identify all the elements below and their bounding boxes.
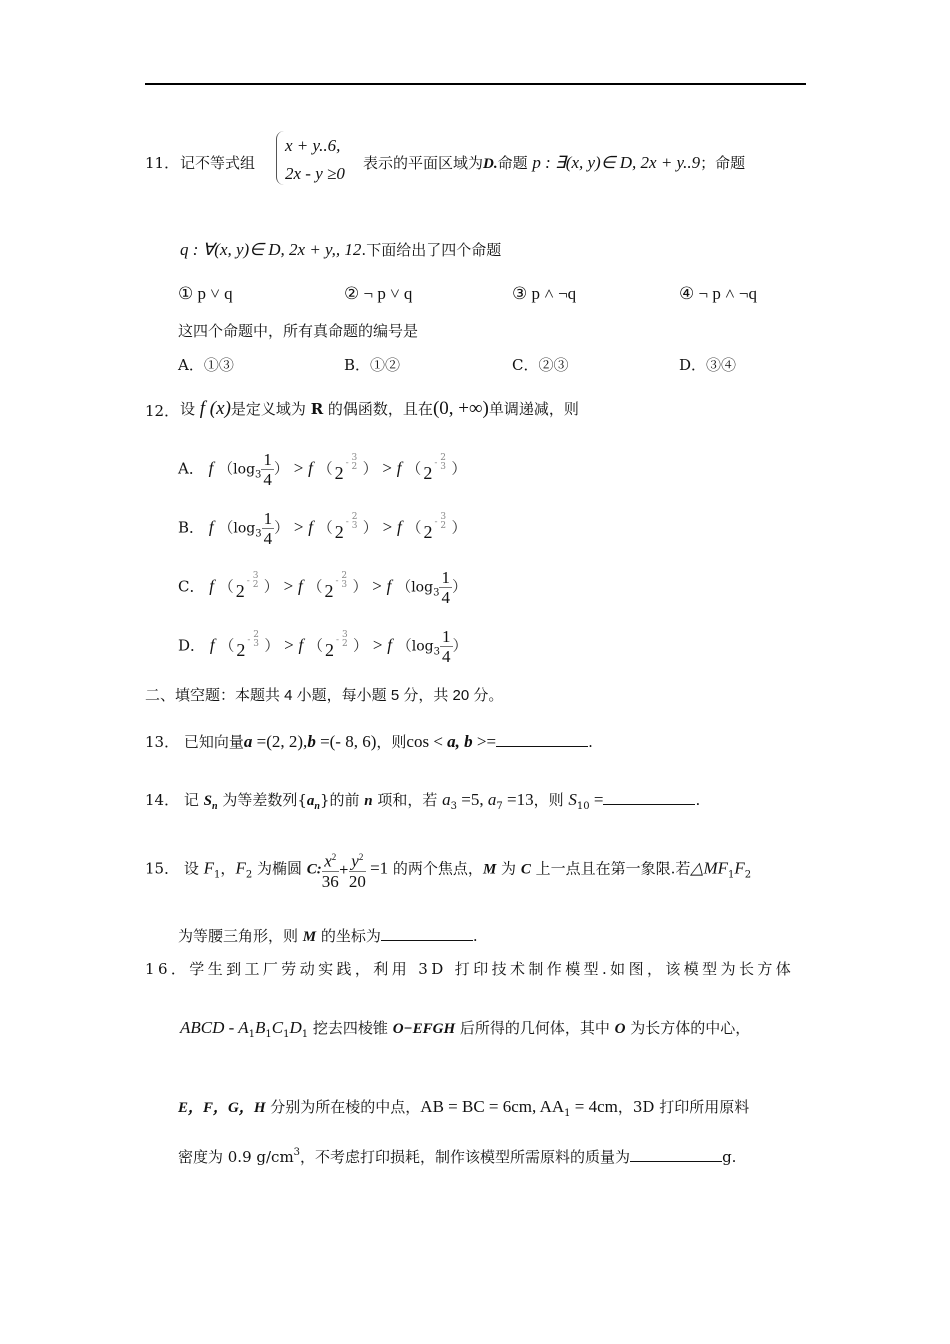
question-15: 15． 设 $F_1$，$F_2$ 为椭圆 C: $\frac{x^2}{36}$ + $\frac{y^2}{20}$ =1 的两个焦点，M 为 C 上一点且在第一象限.若$\triangle MF_1F_2$ (145, 848, 751, 891)
choice-d[interactable]: D．③④ (679, 356, 737, 374)
power-2-neg-2-3: 2 - 2 3 (334, 511, 358, 542)
proposition-q: q : ∀(x, y)∈ D, 2x + y,, 12.下面给出了四个命题 (180, 240, 502, 259)
question-14: 14． 记 $S_n$ 为等差数列$\{a_n\}$的前 n 项和，若 $a_3 =5$, $a_7 =13$，则 $S_{10}$ = . (145, 790, 701, 812)
fraction-y2-20: $\frac{y^2}{20}$ (349, 848, 366, 891)
question-text: 表示的平面区域为D.命题 p : ∃(x, y)∈ D, 2x + y..9；命题 (363, 153, 746, 172)
choice-d[interactable]: D． f （ 2 - 2 3 ） > f （ 2 - 3 2 ） > f （$\log_3$ $\frac{1}{4}$ ） (178, 627, 468, 666)
choice-a[interactable]: A．①③ (178, 356, 234, 374)
question-text: 密度为 0.9 $g/cm^3$，不考虑打印损耗，制作该模型所需原料的质量为 g. (178, 1147, 737, 1166)
choice-a[interactable]: A． f （$\log_3$ $\frac{1}{4}$ ） > f （ 2 - 3 2 ） > f （ 2 - 2 3 ） (178, 450, 467, 489)
section-heading: 二、填空题：本题共 4 小题，每小题 5 分，共 20 分。 (145, 687, 504, 704)
question-text: 16．学生到工厂劳动实践，利用 3D 打印技术制作模型.如图，该模型为长方体 (145, 960, 795, 978)
fraction-x2-36: $\frac{x^2}{36}$ (322, 848, 339, 891)
question-number: 11． (145, 154, 180, 172)
fraction-one-quarter: $\frac{1}{4}$ (263, 509, 273, 548)
fraction-one-quarter: $\frac{1}{4}$ (442, 627, 451, 666)
choice-b[interactable]: B． f （$\log_3$ $\frac{1}{4}$ ） > f （ 2 - 2 3 ） > f （ 2 - 3 2 ） (178, 509, 467, 548)
question-15-line2: 为等腰三角形，则 M 的坐标为 . (178, 927, 478, 945)
question-13: 13． 已知向量a =(2, 2),b =(- 8, 6)，则cos < a, b >= . (145, 732, 593, 751)
question-number: 12． (145, 402, 180, 420)
power-2-neg-3-2: 2 - 3 2 (325, 629, 348, 660)
brace-icon (276, 131, 285, 185)
question-prompt: 这四个命题中，所有真命题的编号是 (178, 322, 419, 340)
choice-b[interactable]: B．①② (344, 356, 401, 374)
choice-c[interactable]: C． f （ 2 - 3 2 ） > f （ 2 - 2 3 ） > f （$\log_3$ $\frac{1}{4}$ ） (178, 568, 467, 607)
power-2-neg-2-3: 2 - 2 3 (236, 629, 259, 660)
compound-prop-4: ④ ¬ p ˄ ¬q (679, 284, 758, 303)
power-2-neg-2-3: 2 - 2 3 (423, 452, 446, 483)
answer-blank[interactable] (630, 1147, 722, 1162)
power-2-neg-3-2: 2 - 3 2 (235, 570, 259, 601)
fraction-one-quarter: $\frac{1}{4}$ (263, 450, 272, 489)
fraction-one-quarter: $\frac{1}{4}$ (441, 568, 450, 607)
answer-blank[interactable] (381, 926, 473, 941)
power-2-neg-2-3: 2 - 2 3 (324, 570, 348, 601)
compound-prop-3: ③ p ˄ ¬q (512, 284, 577, 303)
question-text: 记不等式组 (180, 154, 256, 172)
question-text: ABCD - $A_1B_1C_1D_1$ 挖去四棱锥 O−EFGH 后所得的几何体，其中 O 为长方体的中心， (180, 1018, 751, 1040)
power-2-neg-3-2: 2 - 3 2 (423, 511, 447, 542)
power-2-neg-3-2: 2 - 3 2 (334, 452, 358, 483)
answer-blank[interactable] (496, 732, 588, 747)
question-text: E，F，G，H 分别为所在棱的中点，AB = BC = 6cm, $AA_1 = 4cm$，3D 打印所用原料 (178, 1097, 750, 1119)
answer-blank[interactable] (603, 790, 695, 805)
choice-c[interactable]: C．②③ (512, 356, 569, 374)
compound-prop-2: ② ¬ p ˅ q (344, 284, 413, 303)
header-divider (145, 83, 806, 85)
inequality-1: x + y..6, (285, 136, 341, 155)
question-text: 设 f (x)是定义域为 R 的偶函数，且在(0, +∞)单调递减，则 (180, 398, 579, 419)
inequality-2: 2x - y ≥0 (285, 164, 345, 183)
compound-prop-1: ① p ˅ q (178, 284, 233, 303)
